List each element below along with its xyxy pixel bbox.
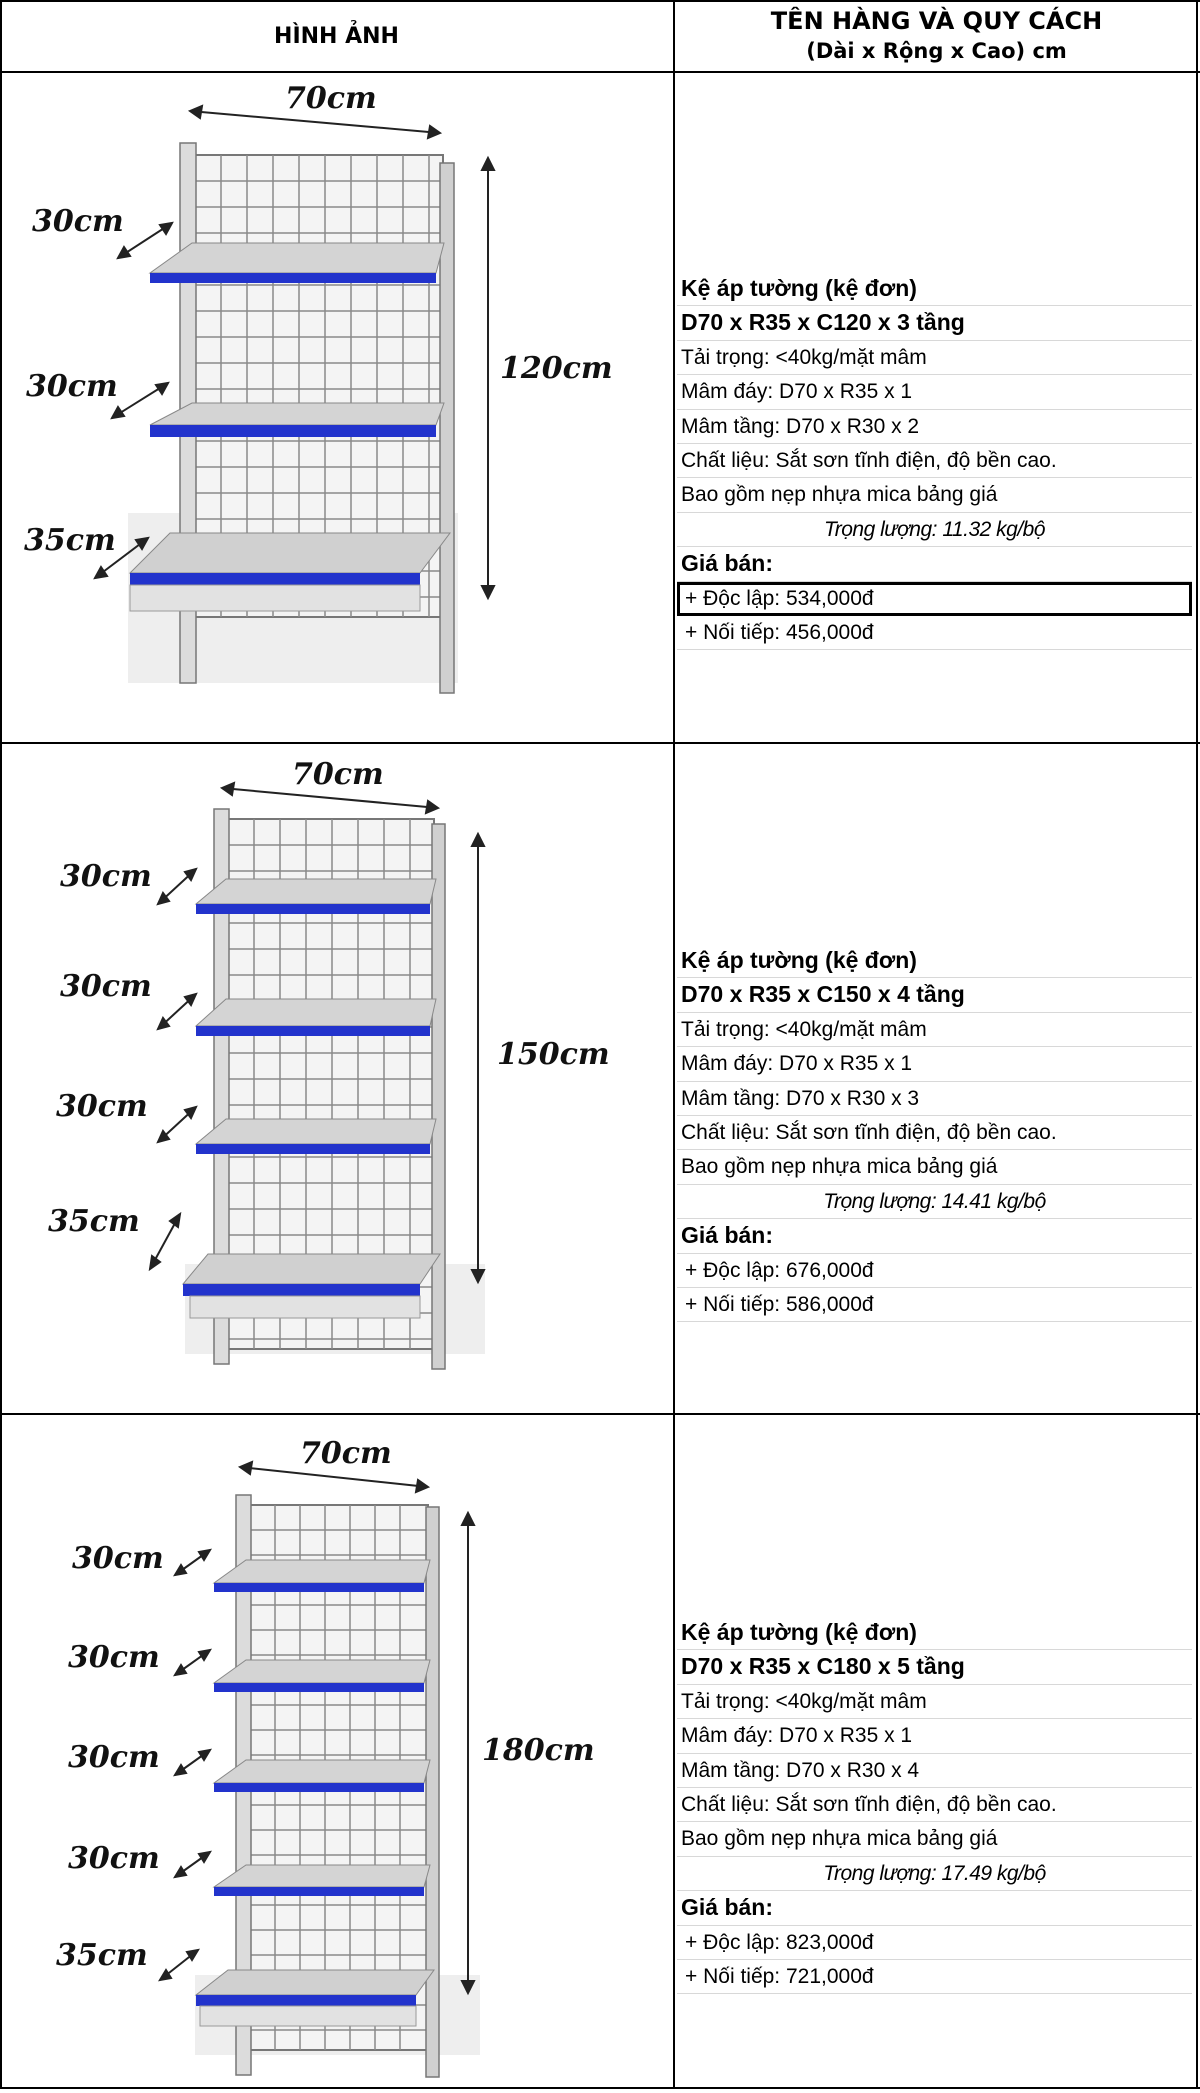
price-single: + Độc lập: 823,000đ xyxy=(677,1926,1192,1960)
base-shelf xyxy=(196,1970,434,2026)
product-load: Tải trọng: <40kg/mặt mâm xyxy=(677,1685,1192,1719)
product-tiers: Mâm tầng: D70 x R30 x 3 xyxy=(677,1082,1192,1116)
product-weight: Trọng lượng: 17.49 kg/bộ xyxy=(677,1857,1192,1891)
height-label: 120cm xyxy=(500,351,613,386)
header-spec-subtitle: (Dài x Rộng x Cao) cm xyxy=(806,39,1067,63)
shelf-depth-label: 30cm xyxy=(68,1841,160,1876)
price-joint: + Nối tiếp: 721,000đ xyxy=(677,1960,1192,1994)
product-title: Kệ áp tường (kệ đơn) xyxy=(677,944,1192,978)
shelf-depth-label: 30cm xyxy=(32,204,124,239)
shelf-depth-label: 30cm xyxy=(26,369,118,404)
product-material: Chất liệu: Sắt sơn tĩnh điện, độ bền cao. xyxy=(677,444,1192,478)
width-label: 70cm xyxy=(292,757,384,792)
product-material: Chất liệu: Sắt sơn tĩnh điện, độ bền cao. xyxy=(677,1116,1192,1150)
shelf-2 xyxy=(214,1660,430,1692)
product-title: Kệ áp tường (kệ đơn) xyxy=(677,1616,1192,1650)
product-spec-2 xyxy=(677,944,1192,1322)
shelf-1 xyxy=(214,1560,430,1592)
product-load: Tải trọng: <40kg/mặt mâm xyxy=(677,341,1192,375)
base-depth-label: 35cm xyxy=(48,1204,140,1239)
price-joint: + Nối tiếp: 456,000đ xyxy=(677,616,1192,650)
shelf-3 xyxy=(196,1119,436,1154)
product-weight: Trọng lượng: 14.41 kg/bộ xyxy=(677,1185,1192,1219)
base-shelf xyxy=(130,533,450,611)
header-image-column xyxy=(0,0,673,72)
product-includes: Bao gồm nẹp nhựa mica bảng giá xyxy=(677,478,1192,512)
price-label: Giá bán: xyxy=(677,1219,1192,1253)
shelf-2 xyxy=(196,999,436,1036)
product-image-3 xyxy=(0,1415,673,2087)
height-label: 180cm xyxy=(482,1733,595,1768)
shelf-depth-label: 30cm xyxy=(68,1640,160,1675)
base-shelf xyxy=(183,1254,440,1318)
shelf-1 xyxy=(196,879,436,914)
product-includes: Bao gồm nẹp nhựa mica bảng giá xyxy=(677,1822,1192,1856)
price-label: Giá bán: xyxy=(677,547,1192,581)
width-label: 70cm xyxy=(300,1436,392,1471)
base-depth-label: 35cm xyxy=(24,523,116,558)
shelf-depth-label: 30cm xyxy=(72,1541,164,1576)
shelf-1 xyxy=(150,243,444,283)
table-border-right xyxy=(1196,0,1198,2089)
product-base: Mâm đáy: D70 x R35 x 1 xyxy=(677,1047,1192,1081)
product-base: Mâm đáy: D70 x R35 x 1 xyxy=(677,1719,1192,1753)
product-title: Kệ áp tường (kệ đơn) xyxy=(677,272,1192,306)
shelf-depth-label: 30cm xyxy=(68,1740,160,1775)
product-weight: Trọng lượng: 11.32 kg/bộ xyxy=(677,513,1192,547)
header-image-label: HÌNH ẢNH xyxy=(274,23,399,49)
table-border-bottom xyxy=(0,2087,1200,2089)
column-divider xyxy=(673,0,675,2089)
shelf-2 xyxy=(150,403,444,437)
product-tiers: Mâm tầng: D70 x R30 x 2 xyxy=(677,410,1192,444)
product-tiers: Mâm tầng: D70 x R30 x 4 xyxy=(677,1754,1192,1788)
width-label: 70cm xyxy=(285,81,377,116)
product-load: Tải trọng: <40kg/mặt mâm xyxy=(677,1013,1192,1047)
shelf-depth-label: 30cm xyxy=(60,859,152,894)
price-single: + Độc lập: 676,000đ xyxy=(677,1254,1192,1288)
product-image-1 xyxy=(0,73,673,742)
header-spec-title: TÊN HÀNG VÀ QUY CÁCH xyxy=(770,7,1103,35)
product-size: D70 x R35 x C180 x 5 tầng xyxy=(677,1650,1192,1684)
right-upright xyxy=(432,824,445,1369)
shelf-depth-label: 30cm xyxy=(56,1089,148,1124)
product-image-2 xyxy=(0,744,673,1413)
product-base: Mâm đáy: D70 x R35 x 1 xyxy=(677,375,1192,409)
price-single-cell[interactable]: + Độc lập: 534,000đ xyxy=(677,582,1192,616)
product-size: D70 x R35 x C120 x 3 tầng xyxy=(677,306,1192,340)
product-spec-1 xyxy=(677,272,1192,650)
shelf-3 xyxy=(214,1760,430,1792)
price-joint: + Nối tiếp: 586,000đ xyxy=(677,1288,1192,1322)
shelf-depth-label: 30cm xyxy=(60,969,152,1004)
shelf-4 xyxy=(214,1865,430,1896)
base-depth-label: 35cm xyxy=(56,1938,148,1973)
product-material: Chất liệu: Sắt sơn tĩnh điện, độ bền cao. xyxy=(677,1788,1192,1822)
product-size: D70 x R35 x C150 x 4 tầng xyxy=(677,978,1192,1012)
right-upright xyxy=(426,1507,439,2077)
header-spec-column xyxy=(675,0,1198,72)
product-includes: Bao gồm nẹp nhựa mica bảng giá xyxy=(677,1150,1192,1184)
height-label: 150cm xyxy=(497,1037,610,1072)
product-spec-3 xyxy=(677,1616,1192,1994)
price-label: Giá bán: xyxy=(677,1891,1192,1925)
